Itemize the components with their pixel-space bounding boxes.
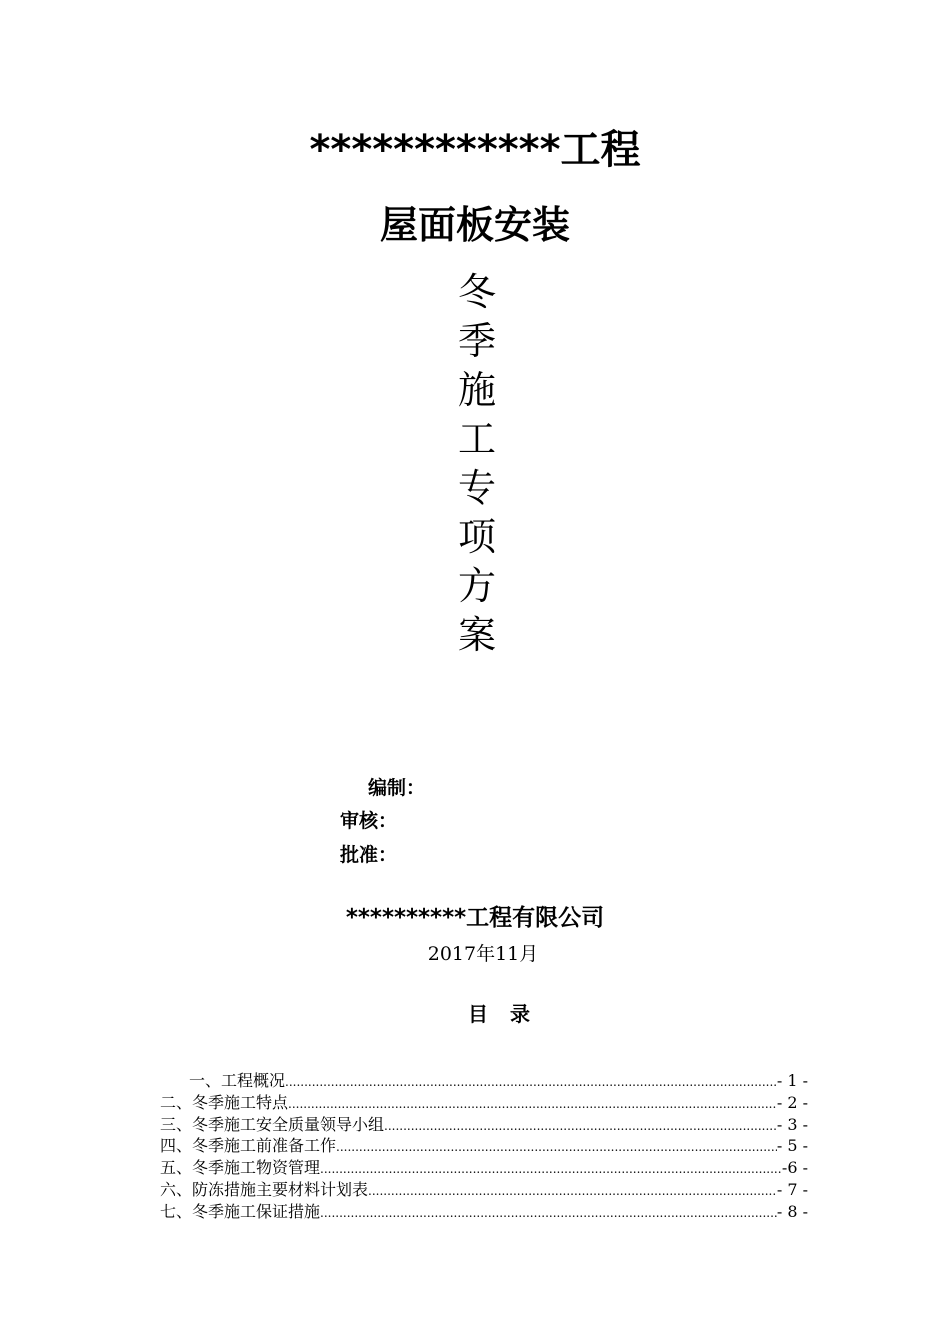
vertical-title-char: 季 [457,319,496,363]
toc-leader-dots [320,1203,777,1223]
vertical-title-char: 专 [457,466,496,510]
table-of-contents [160,1070,808,1223]
toc-leader-dots [320,1159,782,1179]
toc-entry-page: - 7 - [776,1179,808,1199]
toc-entry[interactable] [160,1114,808,1136]
toc-entry-page: - 2 - [776,1092,808,1112]
toc-entry[interactable] [160,1070,808,1092]
toc-entry-page: -6 - [781,1158,808,1178]
approved-by-label: 批准： [340,844,398,866]
toc-entry[interactable] [160,1179,808,1201]
toc-heading-char: 录 [510,1002,530,1026]
toc-entry[interactable] [160,1092,808,1114]
toc-leader-dots [288,1094,777,1114]
vertical-title [437,268,517,660]
compiled-by-label: 编制： [368,777,426,799]
toc-entry-title: 五、冬季施工物资管理 [160,1158,321,1178]
vertical-title-char: 工 [457,417,496,461]
company-name: **********工程有限公司 [345,905,605,931]
toc-entry-page: - 1 - [776,1071,808,1090]
toc-entry-title: 一、工程概况 [189,1071,286,1090]
toc-entry[interactable] [160,1135,808,1157]
document-subtitle: 屋面板安装 [379,203,570,247]
toc-entry-title: 二、冬季施工特点 [160,1092,289,1112]
vertical-title-char: 方 [457,564,496,608]
vertical-title-char: 冬 [457,270,496,314]
toc-entry-title: 四、冬季施工前准备工作 [160,1136,337,1156]
toc-entry[interactable] [160,1201,808,1223]
toc-leader-dots [336,1137,777,1157]
toc-heading-char: 目 [468,1002,488,1026]
toc-entry-title: 三、冬季施工安全质量领导小组 [160,1114,385,1134]
reviewed-by-label: 审核： [340,810,398,832]
toc-entry-title: 七、冬季施工保证措施 [160,1201,321,1221]
toc-entry-page: - 3 - [776,1114,808,1134]
toc-leader-dots [384,1116,777,1136]
toc-heading [0,1000,950,1028]
toc-entry-title: 六、防冻措施主要材料计划表 [160,1179,369,1199]
toc-entry[interactable] [160,1157,808,1179]
toc-entry-page: - 5 - [776,1136,808,1156]
vertical-title-char: 施 [457,368,496,412]
toc-leader-dots [368,1181,777,1201]
vertical-title-char: 案 [457,613,496,657]
toc-entry-page: - 8 - [776,1201,808,1221]
toc-leader-dots [285,1072,777,1092]
vertical-title-char: 项 [457,515,496,559]
document-title: ************工程 [309,127,641,173]
document-date: 2017年11月 [427,943,539,965]
